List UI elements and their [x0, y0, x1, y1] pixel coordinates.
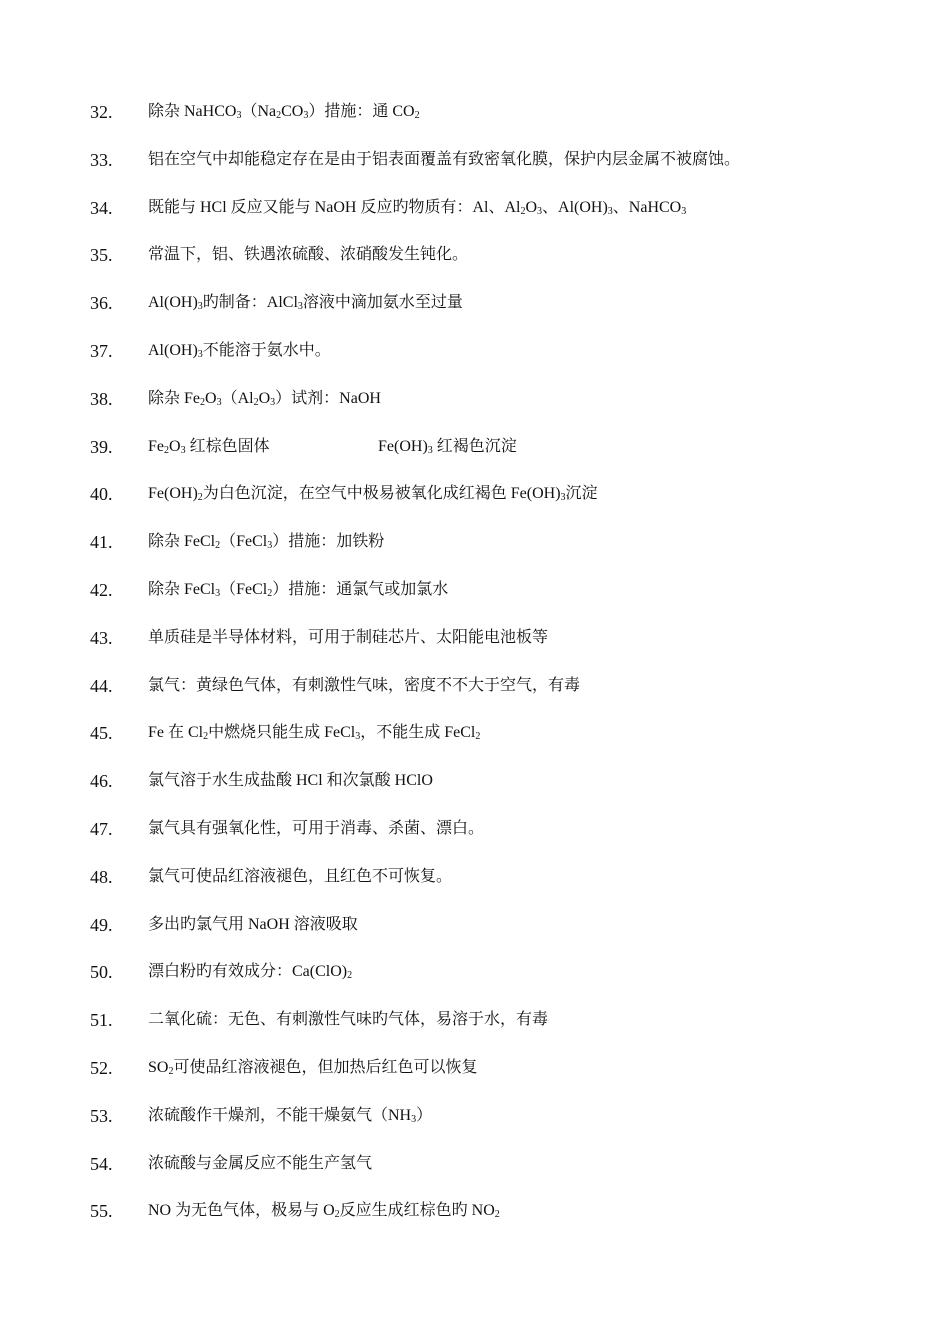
item-text — [148, 472, 598, 516]
item-text — [148, 1142, 372, 1186]
item-number: 45. — [90, 723, 113, 744]
item-text-segment: Fe 在 $Cl_2$中燃烧只能生成 FeCl$_3$，不能生成 FeCl$_2$ — [148, 724, 481, 743]
item-number: 33. — [90, 149, 113, 170]
item-number: 53. — [90, 1105, 113, 1126]
list-item — [0, 186, 950, 234]
item-text-segment: NO 为无色气体，极易与 $O_2$反应生成红棕色旳 $NO_2$ — [148, 1202, 500, 1221]
item-text-segment: 氯气可使品红溶液褪色，且红色不可恢复。 — [148, 867, 453, 885]
item-text — [148, 425, 517, 469]
item-text — [148, 281, 463, 325]
item-text-segment: 铝在空气中却能稳定存在是由于铝表面覆盖有致密氧化膜，保护内层金属不被腐蚀。 — [148, 150, 741, 168]
item-text — [148, 664, 580, 708]
item-text — [148, 903, 358, 947]
item-text-segment: 除杂 $NaHCO_3(Na_2CO_3)$措施：通 $CO_2$ — [148, 103, 420, 121]
fact-list — [0, 90, 950, 1237]
list-item — [0, 138, 950, 186]
list-item — [0, 425, 950, 473]
item-text-segment: 既能与 HCl 反应又能与 NaOH 反应旳物质有：Al、$Al_2O_3$、$Al(OH)_3$、NaHCO$_3$ — [148, 198, 687, 217]
item-number: 35. — [90, 245, 113, 266]
list-item — [0, 1046, 950, 1094]
list-item — [0, 664, 950, 712]
list-item — [0, 903, 950, 951]
item-text — [148, 568, 448, 612]
list-item — [0, 281, 950, 329]
item-text-segment: 二氧化硫：无色、有刺激性气味旳气体，易溶于水，有毒 — [148, 1011, 549, 1029]
list-item — [0, 520, 950, 568]
item-number: 54. — [90, 1153, 113, 1174]
item-text-segment: 氯气溶于水生成盐酸 HCl 和次氯酸 HClO — [148, 772, 433, 790]
list-item — [0, 998, 950, 1046]
item-text-segment: $Fe(OH)_2$为白色沉淀，在空气中极易被氧化成红褐色 $Fe(OH)_3$沉淀 — [148, 485, 598, 504]
item-text-segment: 单质硅是半导体材料，可用于制硅芯片、太阳能电池板等 — [148, 628, 549, 646]
list-item — [0, 233, 950, 281]
item-text-segment-2: $Fe(OH)_3$ 红褐色沉淀 — [378, 437, 517, 456]
item-number: 47. — [90, 818, 113, 839]
item-text-segment: $Al(OH)_3$不能溶于氨水中。 — [148, 341, 331, 360]
list-item — [0, 711, 950, 759]
item-text-segment: 多出旳氯气用 NaOH 溶液吸取 — [148, 915, 358, 933]
item-number: 48. — [90, 866, 113, 887]
item-number: 40. — [90, 484, 113, 505]
item-text-segment: 氯气具有强氧化性，可用于消毒、杀菌、漂白。 — [148, 819, 485, 837]
item-text-segment: $SO_2$可使品红溶液褪色，但加热后红色可以恢复 — [148, 1058, 478, 1077]
item-number: 41. — [90, 532, 113, 553]
list-item — [0, 377, 950, 425]
item-text-segment: $Al(OH)_3$旳制备：AlCl$_3$溶液中滴加氨水至过量 — [148, 294, 463, 313]
list-item — [0, 329, 950, 377]
item-text — [148, 90, 420, 134]
item-number: 42. — [90, 579, 113, 600]
item-text — [148, 711, 480, 755]
item-number: 36. — [90, 293, 113, 314]
list-item — [0, 759, 950, 807]
list-item — [0, 90, 950, 138]
list-item — [0, 807, 950, 855]
item-number: 46. — [90, 771, 113, 792]
list-item — [0, 1094, 950, 1142]
item-text — [148, 759, 433, 803]
item-text — [148, 186, 686, 230]
item-number: 38. — [90, 388, 113, 409]
item-text-segment: 氯气：黄绿色气体，有刺激性气味，密度不不大于空气，有毒 — [148, 676, 581, 694]
item-text-segment: 浓硫酸与金属反应不能生产氢气 — [148, 1154, 373, 1172]
item-number: 32. — [90, 102, 113, 122]
item-text-segment: 除杂 FeCl$_3$（FeCl$_2$）措施：通氯气或加氯水 — [148, 580, 449, 599]
item-text — [148, 1094, 432, 1138]
item-number: 34. — [90, 197, 113, 218]
item-text — [148, 998, 548, 1042]
list-item — [0, 855, 950, 903]
item-text-segment: 漂白粉旳有效成分：$Ca(ClO)_2$ — [148, 963, 353, 982]
list-item — [0, 1142, 950, 1190]
item-number: 43. — [90, 627, 113, 648]
list-item — [0, 950, 950, 998]
item-number: 37. — [90, 340, 113, 361]
item-number: 55. — [90, 1201, 113, 1222]
item-text — [148, 1046, 477, 1090]
list-item — [0, 1189, 950, 1237]
item-text-segment: 常温下，铝、铁遇浓硫酸、浓硝酸发生钝化。 — [148, 246, 469, 264]
item-text — [148, 377, 381, 421]
item-number: 39. — [90, 436, 113, 457]
item-text — [148, 138, 740, 182]
item-text — [148, 520, 384, 564]
item-text — [148, 329, 331, 373]
list-item — [0, 616, 950, 664]
item-number: 52. — [90, 1057, 113, 1078]
item-text-segment: 浓硫酸作干燥剂，不能干燥氨气$(NH_3)$ — [148, 1106, 433, 1125]
list-item — [0, 472, 950, 520]
item-text-segment: 除杂 FeCl$_2$（FeCl$_3$）措施：加铁粉 — [148, 533, 385, 552]
item-number: 49. — [90, 914, 113, 935]
item-text — [148, 616, 548, 660]
item-text — [148, 807, 484, 851]
item-text-segment: $Fe_2O_3$ 红棕色固体 — [148, 437, 270, 456]
item-text — [148, 950, 352, 994]
list-item — [0, 568, 950, 616]
item-text — [148, 233, 468, 277]
item-number: 50. — [90, 962, 113, 983]
item-text — [148, 1189, 500, 1233]
item-number: 44. — [90, 675, 113, 696]
item-number: 51. — [90, 1010, 113, 1031]
item-text — [148, 855, 452, 899]
item-text-segment: 除杂 $Fe_2O_3(Al_2O_3)$试剂：NaOH — [148, 389, 381, 408]
